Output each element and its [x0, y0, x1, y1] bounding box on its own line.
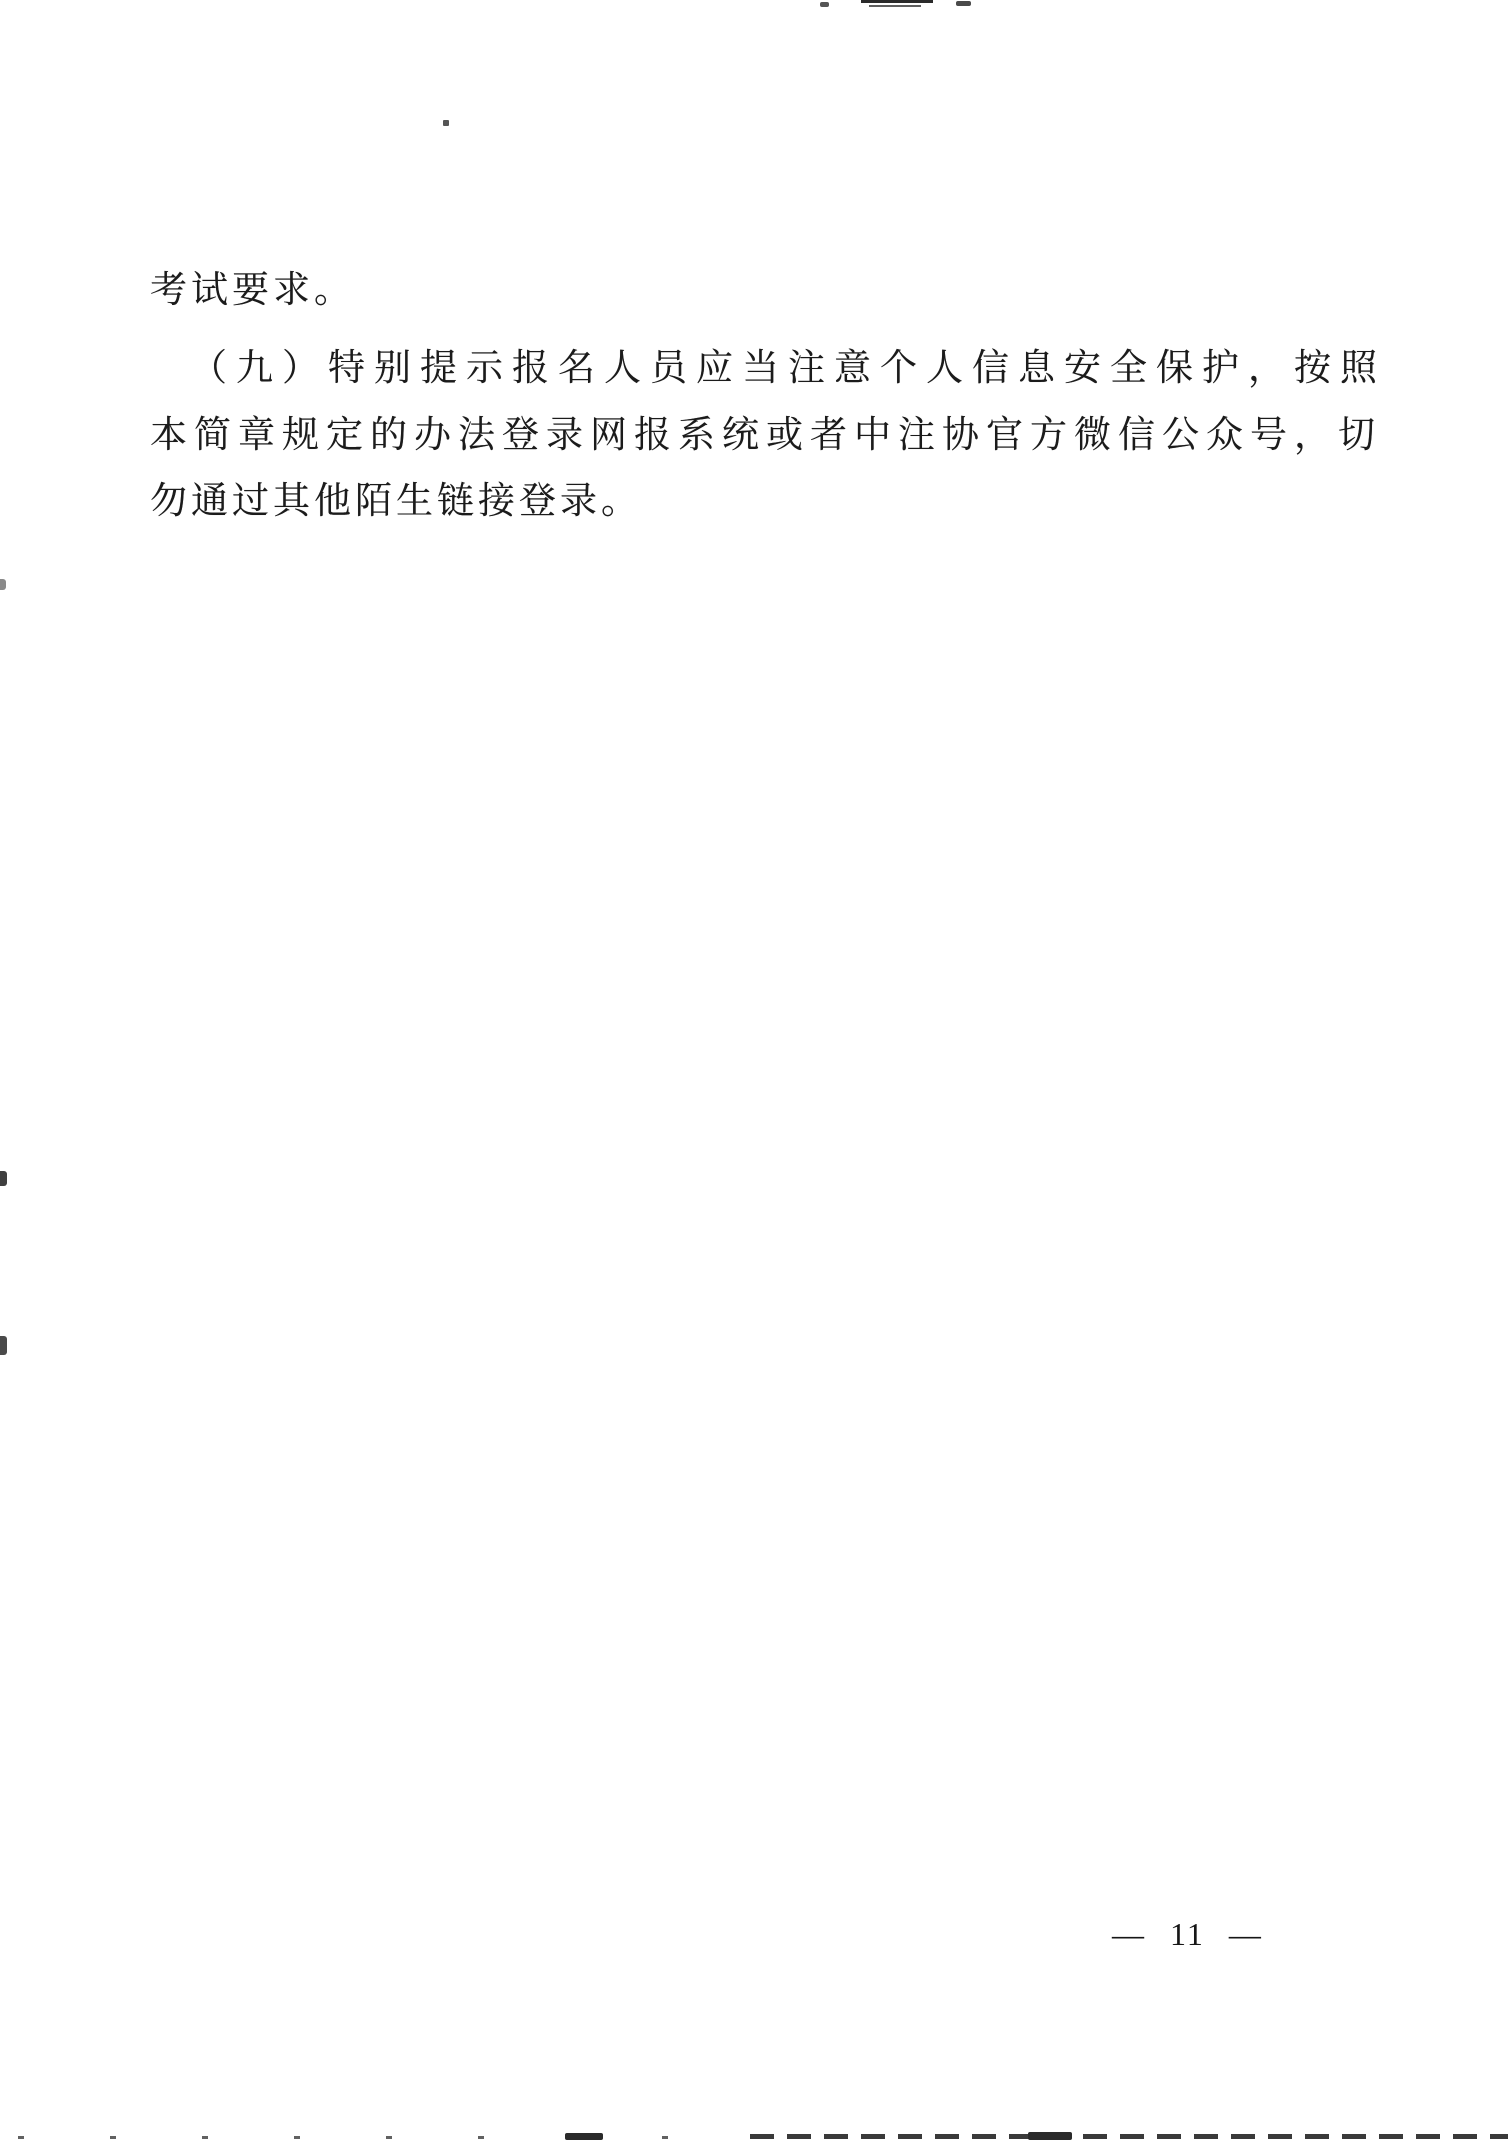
paragraph-end-line: 考试要求。: [150, 270, 355, 311]
scan-artifact-bottom-blob: [565, 2133, 603, 2140]
paragraph-last-line: 勿通过其他陌生链接登录。: [150, 481, 642, 522]
scan-artifact-left-edge: [0, 1336, 7, 1355]
scan-artifact-bottom-blob: [1028, 2132, 1072, 2140]
paragraph-line: 本简章规定的办法登录网报系统或者中注协官方微信公众号，切: [150, 415, 1382, 456]
scan-artifact-left-edge: [0, 1171, 7, 1186]
paragraph-line-indented: （九）特别提示报名人员应当注意个人信息安全保护，按照: [190, 348, 1386, 389]
scan-artifact-bottom-edge: [18, 2136, 748, 2139]
scan-artifact-top-dash: [869, 5, 921, 7]
scan-artifact-left-edge: [0, 579, 6, 590]
scan-artifact-top-dash: [861, 0, 933, 3]
scan-artifact-bottom-edge: [750, 2134, 1508, 2139]
page-number: — 11 —: [1112, 1916, 1263, 1952]
scan-artifact-speck: [443, 120, 449, 126]
scan-artifact-top-dot: [956, 1, 971, 6]
scan-artifact-top-dot: [820, 2, 829, 7]
